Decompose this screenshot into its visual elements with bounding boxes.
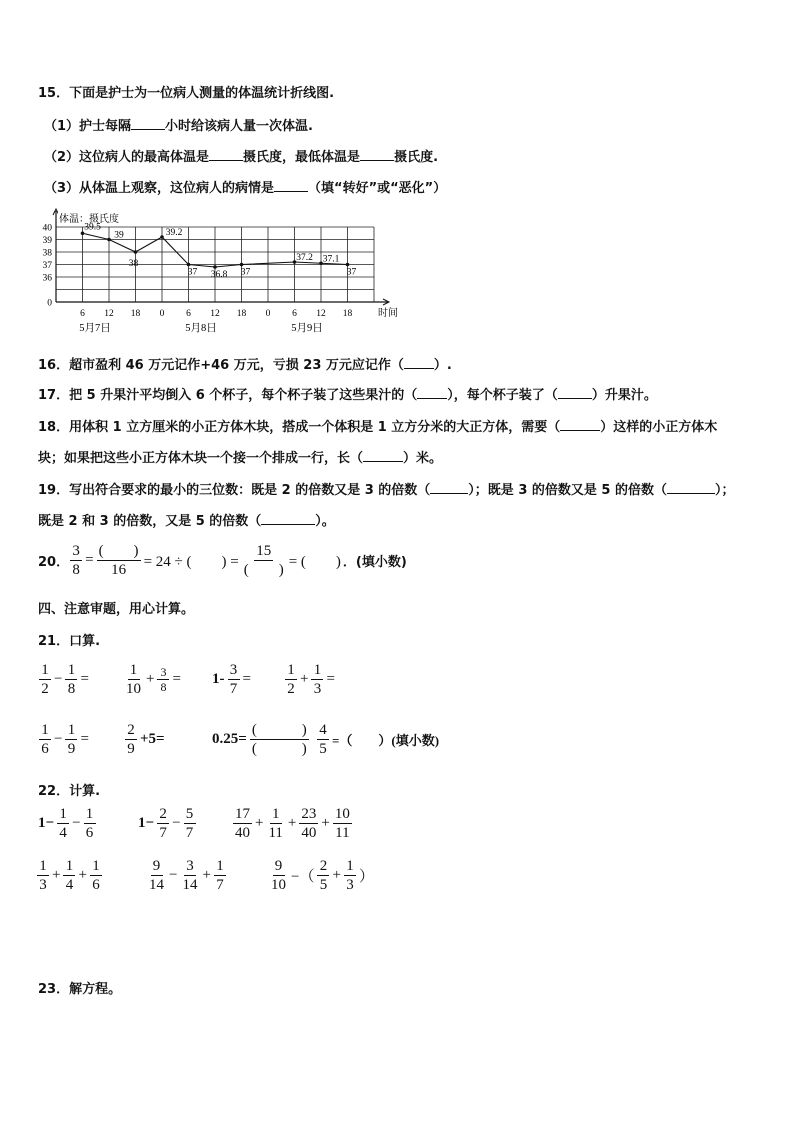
- q18-line1: [38, 416, 717, 435]
- data-point: [160, 235, 164, 239]
- fraction: [57, 806, 69, 841]
- fraction: [228, 662, 240, 697]
- fraction: [269, 858, 288, 893]
- fraction: [90, 858, 102, 893]
- day-label: 5月9日: [291, 323, 323, 334]
- numerator: 5: [184, 806, 196, 824]
- fraction: [233, 806, 252, 841]
- answer-blank[interactable]: [558, 398, 592, 399]
- operator: +: [146, 671, 155, 687]
- q19-line2: [38, 510, 335, 529]
- operator: +: [52, 867, 61, 883]
- fraction: [65, 662, 77, 697]
- q21-item-7: [210, 722, 310, 757]
- numerator: 2: [125, 722, 137, 740]
- data-point: [213, 265, 217, 269]
- q18-text-a: 18．用体积 1 立方厘米的小正方体木块，搭成一个体积是 1 立方分米的大正方体，需要（: [38, 420, 561, 435]
- denominator: 4: [65, 877, 74, 893]
- fraction: [311, 662, 323, 697]
- numerator: 23: [301, 806, 317, 822]
- q16-text-b: ）.: [433, 358, 452, 373]
- q15-part1-b: 小时给该病人量一次体温.: [165, 119, 313, 134]
- q19-text-e: ）。: [315, 514, 335, 529]
- fraction: [125, 722, 137, 757]
- fraction: [157, 806, 169, 841]
- fraction[interactable]: [242, 543, 286, 578]
- q18-text-d: ）米。: [403, 451, 443, 466]
- numerator: 4: [317, 722, 329, 740]
- numerator: 3: [70, 543, 82, 561]
- x-tick-label: 6: [80, 309, 85, 319]
- q21-item-2: [123, 662, 183, 697]
- operator: −: [169, 867, 178, 883]
- data-point: [346, 263, 350, 267]
- numerator: 10: [334, 806, 350, 822]
- fraction: [39, 662, 51, 697]
- numerator: 1: [63, 858, 75, 876]
- operator[interactable]: = ( ): [288, 554, 341, 570]
- numerator: 2: [157, 806, 169, 824]
- denominator: 6: [92, 877, 100, 893]
- operator: 1-: [212, 671, 225, 687]
- y-tick-label: 39: [42, 236, 52, 246]
- numerator: 1: [285, 662, 297, 680]
- answer-blank[interactable]: [131, 129, 165, 130]
- fraction: [180, 858, 199, 893]
- q20-note: ．(填小数): [342, 555, 407, 570]
- data-label: 38: [128, 259, 139, 269]
- operator: ）: [358, 869, 374, 885]
- numerator: 3: [184, 858, 196, 876]
- numerator: 1: [344, 858, 356, 876]
- q15-part1: [44, 115, 313, 134]
- denominator: 4: [59, 825, 67, 841]
- answer-blank[interactable]: [261, 524, 315, 525]
- q21-item-5: [38, 722, 91, 757]
- x-tick-label: 12: [104, 309, 114, 319]
- numerator: 1: [37, 858, 49, 876]
- denominator: 9: [127, 741, 135, 757]
- q21-item-4: [284, 662, 337, 697]
- data-label: 37: [240, 267, 251, 278]
- y-tick-label: 40: [42, 223, 52, 234]
- x-tick-label: 18: [342, 309, 353, 319]
- q21-item-1: [38, 662, 91, 697]
- fraction: [317, 858, 329, 893]
- q18-text-c: 块；如果把这些小正方体木块一个接一个排成一行，长（: [38, 451, 364, 466]
- fraction: [184, 806, 196, 841]
- x-tick-label: 6: [292, 309, 297, 319]
- data-point: [240, 263, 244, 267]
- section-heading: 四、注意审题，用心计算。: [38, 602, 195, 617]
- numerator: 1: [90, 858, 102, 876]
- operator: −: [72, 815, 81, 831]
- fraction: [299, 806, 318, 841]
- y-tick-label: 0: [47, 298, 52, 309]
- y-tick-label: 36: [42, 273, 52, 284]
- q21-title: 21．口算.: [38, 634, 101, 649]
- q21-item-3: [210, 662, 253, 697]
- y-tick-label: 37: [42, 261, 52, 271]
- numerator: 2: [317, 858, 329, 876]
- denominator-blank[interactable]: ( ): [251, 741, 307, 757]
- denominator: 10: [126, 681, 141, 697]
- q15-part2-c: 摄氏度.: [394, 150, 439, 165]
- q18-text-b: ）这样的小正方体木: [600, 420, 718, 435]
- denominator: 8: [160, 680, 167, 694]
- fraction: [344, 858, 356, 893]
- denominator: 8: [72, 562, 80, 578]
- denominator: 3: [313, 681, 322, 697]
- operator: +: [300, 671, 309, 687]
- q19-text-b: ）；既是 3 的倍数又是 5 的倍数（: [468, 483, 667, 498]
- fraction[interactable]: [97, 543, 141, 578]
- data-label: 39.2: [165, 228, 183, 238]
- answer-blank[interactable]: [274, 191, 308, 192]
- q17-text-a: 17．把 5 升果汁平均倒入 6 个杯子，每个杯子装了这些果汁的（: [38, 388, 418, 403]
- fraction: [317, 722, 329, 757]
- q17-text-b: ），每个杯子装了（: [447, 388, 558, 403]
- operator: +: [202, 867, 211, 883]
- operator: 1−: [138, 815, 155, 831]
- operator: −: [54, 731, 63, 747]
- q15-part3-b: （填“转好”或“恶化”）: [308, 181, 447, 196]
- operator: +: [287, 815, 297, 831]
- denominator: 6: [85, 825, 94, 841]
- denominator: 6: [41, 741, 49, 757]
- x-tick-label: 0: [159, 309, 165, 319]
- fraction: [63, 858, 75, 893]
- x-tick-label: 6: [186, 309, 191, 319]
- y-tick-label: 38: [42, 248, 52, 259]
- q23-title: 23．解方程。: [38, 982, 122, 997]
- data-label: 37: [187, 267, 198, 278]
- fraction: [266, 806, 284, 841]
- numerator-blank[interactable]: ( ): [251, 722, 307, 738]
- numerator: 1: [39, 722, 51, 740]
- numerator: 1: [65, 722, 77, 740]
- operator: +5=: [140, 731, 165, 747]
- fraction: [65, 722, 77, 757]
- numerator: 9: [273, 858, 285, 876]
- q22-title: 22．计算.: [38, 784, 101, 799]
- denominator: 2: [287, 681, 295, 697]
- denominator: 2: [41, 681, 49, 697]
- q17: [38, 384, 657, 403]
- x-tick-label: 0: [265, 309, 271, 319]
- denominator: 40: [235, 825, 250, 841]
- day-label: 5月7日: [79, 323, 111, 334]
- numerator: 1: [65, 662, 77, 680]
- operator: =: [172, 671, 181, 687]
- data-point: [187, 263, 191, 267]
- fraction: [214, 858, 226, 893]
- denominator: 14: [182, 877, 198, 893]
- denominator: 11: [268, 825, 283, 841]
- q17-text-c: ）升果汁。: [591, 388, 657, 403]
- denominator: 3: [39, 877, 47, 893]
- operator: +: [255, 815, 264, 831]
- fraction: [157, 666, 169, 693]
- operator: 0.25=: [212, 731, 247, 747]
- answer-blank[interactable]: [560, 430, 600, 431]
- q21-item-8: [316, 722, 441, 757]
- denominator: 8: [67, 681, 76, 697]
- operator[interactable]: = 24 ÷ ( ) =: [143, 554, 239, 570]
- day-label: 5月8日: [185, 323, 217, 334]
- q15-part2-a: （2）这位病人的最高体温是: [44, 150, 210, 165]
- operator: 1−: [38, 815, 55, 831]
- data-label: 37: [346, 267, 357, 278]
- q15-part1-a: （1）护士每隔: [44, 119, 132, 134]
- numerator: 1: [128, 662, 140, 680]
- numerator: 3: [157, 666, 169, 680]
- operator[interactable]: =（ ）(填小数): [332, 733, 440, 748]
- denominator: 7: [229, 681, 238, 697]
- numerator: 1: [57, 806, 69, 824]
- q22-item-6: [268, 858, 376, 893]
- q15-part3-a: （3）从体温上观察，这位病人的病情是: [44, 181, 275, 196]
- q22-item-2: [136, 806, 197, 841]
- data-label: 37.2: [296, 253, 313, 263]
- denominator: 7: [185, 825, 194, 841]
- q19-text-c: ）；: [715, 483, 735, 498]
- denominator: 40: [301, 825, 317, 841]
- numerator: 17: [235, 806, 250, 822]
- q19-text-d: 既是 2 和 3 的倍数，又是 5 的倍数（: [38, 514, 262, 529]
- answer-blank[interactable]: [360, 160, 394, 161]
- denominator-blank[interactable]: ( ): [243, 562, 284, 578]
- fraction: [147, 858, 166, 893]
- temperature-line-chart: [30, 205, 398, 340]
- answer-blank[interactable]: [363, 461, 403, 462]
- y-axis-label: 体温：摄氏度: [59, 214, 119, 225]
- denominator: 14: [149, 877, 164, 893]
- answer-blank[interactable]: [404, 368, 434, 369]
- numerator: 3: [228, 662, 240, 680]
- answer-blank[interactable]: [430, 493, 468, 494]
- q15-title: 15．下面是护士为一位病人测量的体温统计折线图.: [38, 86, 335, 101]
- q22-item-5: [146, 858, 227, 893]
- q20: [38, 543, 407, 578]
- data-point: [134, 250, 138, 254]
- x-tick-label: 12: [316, 309, 326, 319]
- fraction: [37, 858, 49, 893]
- operator: +: [78, 867, 87, 883]
- fraction: [285, 662, 297, 697]
- numerator: 1: [214, 858, 226, 876]
- fraction: [124, 662, 143, 697]
- x-tick-label: 12: [210, 309, 220, 319]
- q16-text-a: 16．超市盈利 46 万元记作+46 万元，亏损 23 万元应记作（: [38, 358, 404, 373]
- q20-label: 20．: [38, 555, 70, 570]
- denominator: 3: [346, 877, 354, 893]
- q15-part3: [44, 177, 446, 196]
- data-point: [107, 238, 111, 242]
- q22-item-1: [36, 806, 97, 841]
- numerator: 9: [151, 858, 163, 876]
- operator: +: [332, 867, 341, 883]
- q22-item-3: [232, 806, 353, 841]
- operator: =: [80, 731, 89, 747]
- denominator: 11: [335, 825, 350, 841]
- denominator: 9: [67, 741, 76, 757]
- operator: −: [54, 671, 63, 687]
- x-tick-label: 18: [130, 309, 141, 319]
- answer-blank[interactable]: [667, 493, 715, 494]
- q22-item-4: [36, 858, 103, 893]
- denominator: 10: [271, 877, 286, 893]
- operator: =: [80, 671, 89, 687]
- denominator: 5: [319, 741, 327, 757]
- x-axis-label: 时间: [378, 308, 398, 319]
- answer-blank[interactable]: [209, 160, 243, 161]
- numerator: 1: [84, 806, 96, 824]
- q18-line2: [38, 447, 442, 466]
- q19-text-a: 19．写出符合要求的最小的三位数：既是 2 的倍数又是 3 的倍数（: [38, 483, 431, 498]
- answer-blank[interactable]: [417, 398, 447, 399]
- numerator: 1: [270, 806, 282, 824]
- x-tick-label: 18: [236, 309, 247, 319]
- fraction[interactable]: [250, 722, 309, 757]
- operator: =: [85, 552, 94, 568]
- operator: =: [242, 671, 251, 687]
- numerator: 1: [311, 662, 323, 680]
- fraction: [70, 543, 82, 578]
- fraction: [333, 806, 352, 841]
- numerator-blank[interactable]: ( ): [98, 543, 139, 559]
- fraction: [39, 722, 51, 757]
- denominator: 5: [319, 877, 328, 893]
- denominator: 7: [216, 877, 224, 893]
- q15-part2: [44, 146, 438, 165]
- q21-item-6: [124, 722, 167, 757]
- operator: =: [326, 671, 335, 687]
- data-label: 36.8: [210, 270, 228, 280]
- data-label: 39.5: [84, 222, 101, 233]
- q16: [38, 354, 452, 373]
- operator: −: [172, 815, 181, 831]
- data-label: 39: [114, 230, 124, 241]
- operator: −（: [291, 869, 315, 885]
- operator: +: [321, 815, 330, 831]
- fraction: [84, 806, 96, 841]
- q15-part2-b: 摄氏度，最低体温是: [243, 150, 361, 165]
- numerator: 15: [256, 543, 272, 559]
- denominator: 7: [159, 825, 167, 841]
- data-label: 37.1: [322, 254, 340, 265]
- q19-line1: [38, 479, 735, 498]
- denominator: 16: [111, 562, 127, 578]
- numerator: 1: [39, 662, 51, 680]
